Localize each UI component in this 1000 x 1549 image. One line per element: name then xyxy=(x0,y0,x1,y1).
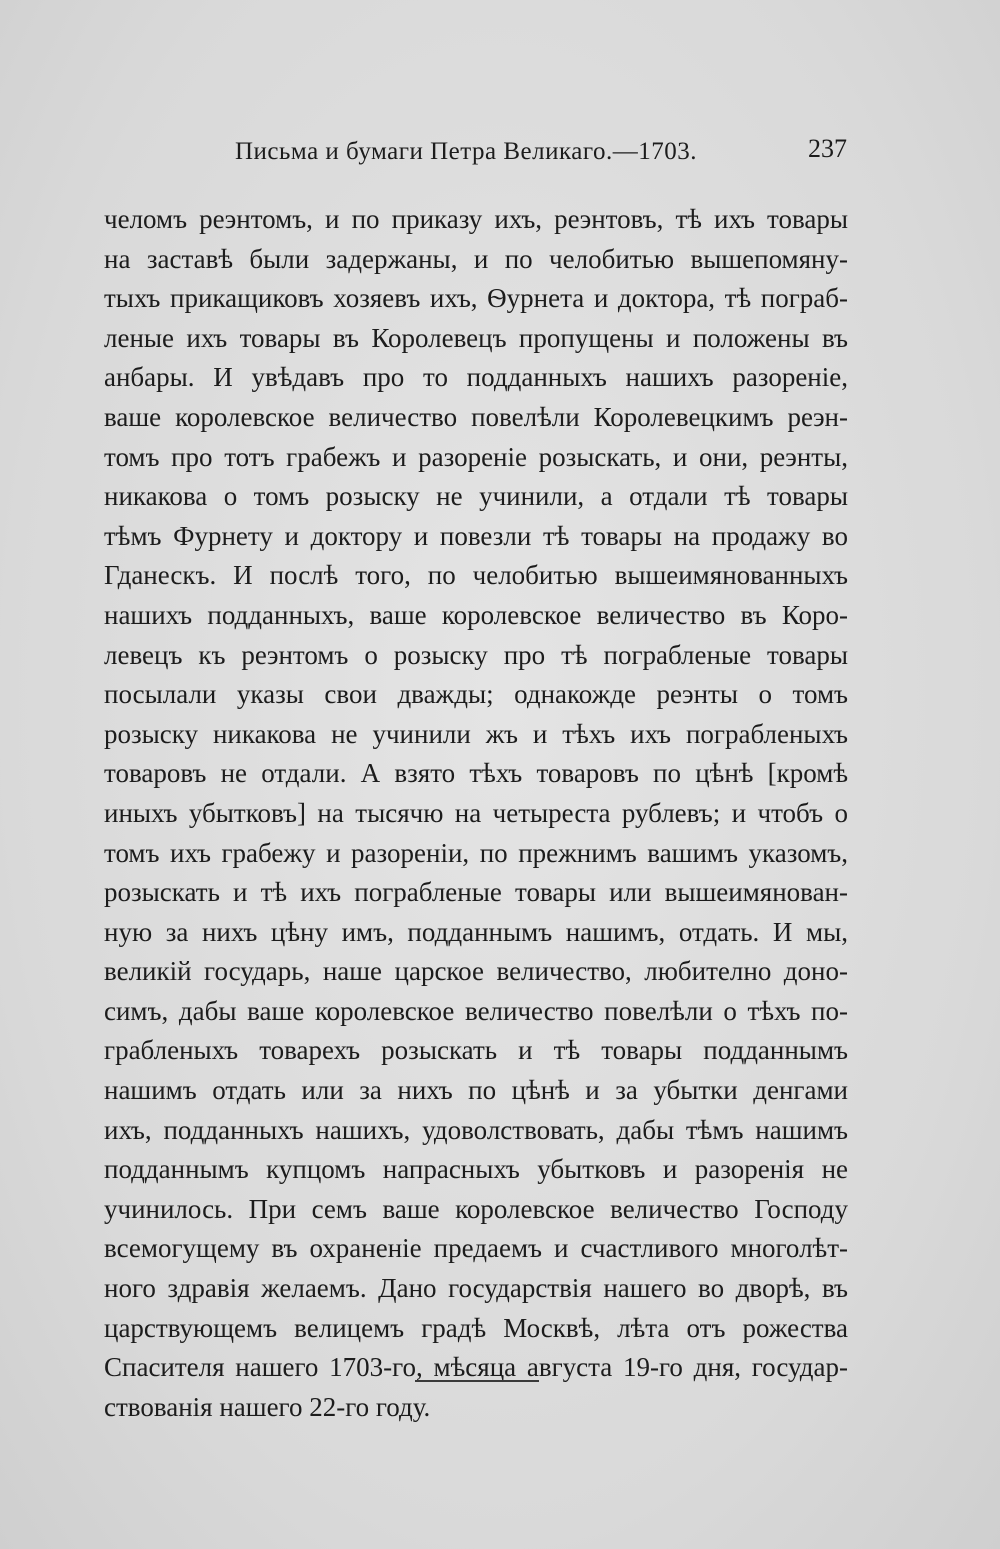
text-line: на заставѣ были задержаны, и по челобитью вышепомяну- xyxy=(104,243,848,274)
text-line: всемогущему въ охраненіе предаемъ и счастливого многолѣт- xyxy=(104,1233,848,1264)
text-line: Спасителя нашего 1703-го, мѣсяца августа 19-го дня, государ- xyxy=(104,1352,848,1383)
text-line: ную за нихъ цѣну имъ, подданнымъ нашимъ, отдать. И мы, xyxy=(104,916,848,947)
text-line: нашимъ отдать или за нихъ по цѣнѣ и за убытки денгами xyxy=(104,1075,848,1106)
text-line: томъ ихъ грабежу и разореніи, по прежнимъ вашимъ указомъ, xyxy=(104,837,848,868)
text-line: посылали указы свои дважды; однакожде реэнты о томъ xyxy=(104,679,848,710)
text-line: учинилось. При семъ ваше королевское величество Господу xyxy=(104,1193,848,1224)
text-line: Гданескъ. И послѣ того, по челобитью вышеимянованныхъ xyxy=(104,560,848,591)
page-number: 237 xyxy=(808,134,847,163)
text-line: подданнымъ купцомъ напрасныхъ убытковъ и разоренія не xyxy=(104,1154,848,1185)
text-line: товаровъ не отдали. А взято тѣхъ товаровъ по цѣнѣ [кромѣ xyxy=(104,758,848,789)
text-line: ваше королевское величество повелѣли Королевецкимъ реэн- xyxy=(104,401,848,432)
text-line: иныхъ убытковъ] на тысячю на четыреста рублевъ; и чтобъ о xyxy=(104,797,848,828)
running-title: Письма и бумаги Петра Великаго.—1703. xyxy=(235,138,697,165)
text-line: царствующемъ велицемъ градѣ Москвѣ, лѣта отъ рожества xyxy=(104,1312,848,1343)
text-line: ихъ, подданныхъ нашихъ, удоволствовать, дабы тѣмъ нашимъ xyxy=(104,1114,848,1145)
text-line: леные ихъ товары въ Королевецъ пропущены и положены въ xyxy=(104,322,848,353)
text-line: анбары. И увѣдавъ про то подданныхъ нашихъ разореніе, xyxy=(104,362,848,393)
text-line: великій государь, наше царское величество, любително доно- xyxy=(104,956,848,987)
text-line: симъ, дабы ваше королевское величество повелѣли о тѣхъ по- xyxy=(104,995,848,1026)
running-head xyxy=(105,134,847,178)
body-text xyxy=(104,200,848,1427)
text-line: грабленыхъ товарехъ розыскать и тѣ товары подданнымъ xyxy=(104,1035,848,1066)
text-line-last: ствованія нашего 22-го году. xyxy=(104,1391,431,1422)
text-line: розыску никакова не учинили жъ и тѣхъ ихъ пограбленыхъ xyxy=(104,718,848,749)
text-line: тѣмъ Фурнету и доктору и повезли тѣ товары на продажу во xyxy=(104,520,848,551)
text-line: розыскать и тѣ ихъ пограбленые товары или вышеимянован- xyxy=(104,877,848,908)
text-line: никакова о томъ розыску не учинили, а отдали тѣ товары xyxy=(104,481,848,512)
section-end-rule xyxy=(415,1380,539,1382)
text-line: челомъ реэнтомъ, и по приказу ихъ, реэнтовъ, тѣ ихъ товары xyxy=(104,204,848,234)
text-line: тыхъ прикащиковъ хозяевъ ихъ, Ѳурнета и доктора, тѣ пограб- xyxy=(104,283,848,314)
text-line: ного здравія желаемъ. Дано государствія нашего во дворѣ, въ xyxy=(104,1273,848,1304)
text-line: нашихъ подданныхъ, ваше королевское величество въ Коро- xyxy=(104,599,848,630)
text-line: левецъ къ реэнтомъ о розыску про тѣ пограбленые товары xyxy=(104,639,848,670)
text-line: томъ про тотъ грабежъ и разореніе розыскать, и они, реэнты, xyxy=(104,441,848,472)
